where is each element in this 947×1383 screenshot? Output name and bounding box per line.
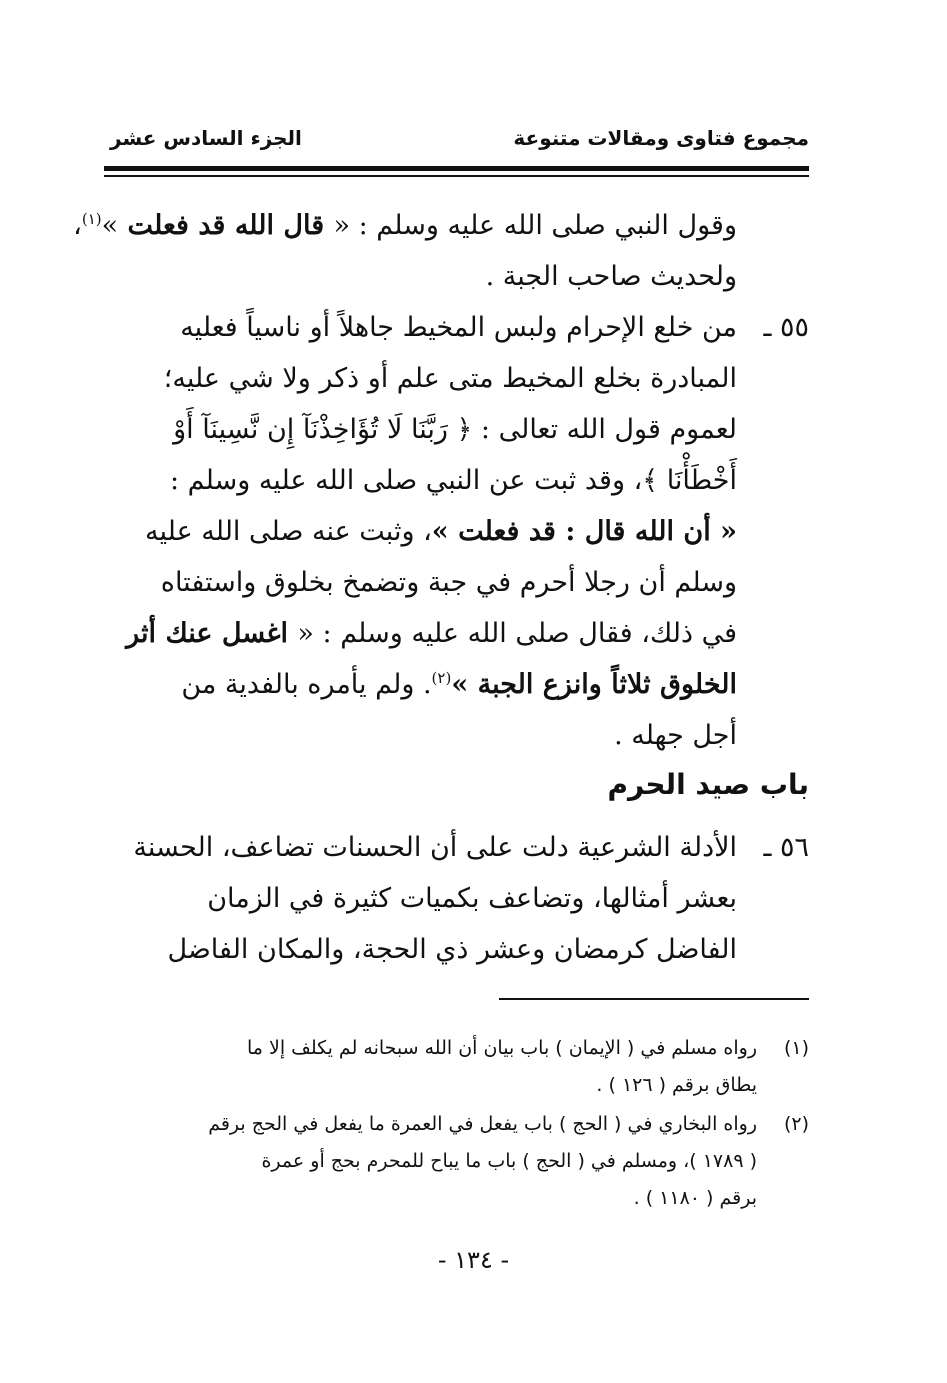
text-line: أجل جهله . [614,720,737,751]
text-line: وقول النبي صلى الله عليه وسلم : « قال الله قد فعلت »$^{(١)}$، [73,210,737,241]
text-line: الفاضل كرمضان وعشر ذي الحجة، والمكان الفاضل [167,934,737,965]
footnote-number: (٢) [783,1113,809,1135]
footnote-ref: (٢) [431,669,452,687]
hadith-quote: « أن الله قال : قد فعلت » [431,516,737,547]
footnote: (١) رواه مسلم في ( الإيمان ) باب بيان أن الله سبحانه لم يكلف إلا ما يطاق برقم ( ١٢٦ ) . [104,1030,809,1104]
footnote-ref: (١) [81,210,102,228]
text-line: الخلوق ثلاثاً وانزع الجبة »$^{(٢)}$. ولم يأمره بالفدية من [181,669,737,700]
text-line: بعشر أمثالها، وتضاعف بكميات كثيرة في الزمان [207,883,737,914]
footnote: (٢) رواه البخاري في ( الحج ) باب يفعل في العمرة ما يفعل في الحج برقم ( ١٧٨٩ )، ومسلم في ( الحج ) باب ما يباح للمحرم بحج أو عمرة برقم ( ١١٨٠ ) . [104,1106,809,1217]
text-line: أَخْطَأْنَا ﴾، وقد ثبت عن النبي صلى الله عليه وسلم : [170,465,737,496]
volume-label: الجزء السادس عشر [110,126,302,150]
text-line: المبادرة بخلع المخيط متى علم أو ذكر ولا شي عليه؛ [163,363,737,394]
main-text [73,200,809,761]
book-title: مجموع فتاوى ومقالات متنوعة [513,126,809,150]
item-55-line: ٥٥ ـ من خلع الإحرام ولبس المخيط جاهلاً أو ناسياً فعليه [104,302,809,353]
main-text-continued [104,822,809,975]
text-line: في ذلك، فقال صلى الله عليه وسلم : « اغسل عنك أثر [126,618,737,649]
footnotes [104,1030,809,1219]
text-line: ولحديث صاحب الجبة . [485,261,737,292]
text-line: « أن الله قال : قد فعلت »، وثبت عنه صلى الله عليه [145,516,737,547]
quran-verse-line: لعموم قول الله تعالى : ﴿ رَبَّنَا لَا تُؤَاخِذْنَآ إِن نَّسِينَآ أَوْ [173,414,737,445]
text-line: وسلم أن رجلا أحرم في جبة وتضمخ بخلوق واستفتاه [160,567,737,598]
item-number: ٥٥ ـ [763,312,809,343]
item-number: ٥٦ ـ [763,832,809,863]
page-number: - ١٣٤ - [437,1246,510,1274]
header-rule-thick [104,166,809,171]
item-56-line: ٥٦ ـ الأدلة الشرعية دلت على أن الحسنات تضاعف، الحسنة [104,822,809,873]
footnote-number: (١) [783,1037,809,1059]
running-header [104,122,809,156]
footnote-separator [499,998,809,1000]
header-rule-thin [104,175,809,177]
section-heading: باب صيد الحرم [607,768,809,801]
